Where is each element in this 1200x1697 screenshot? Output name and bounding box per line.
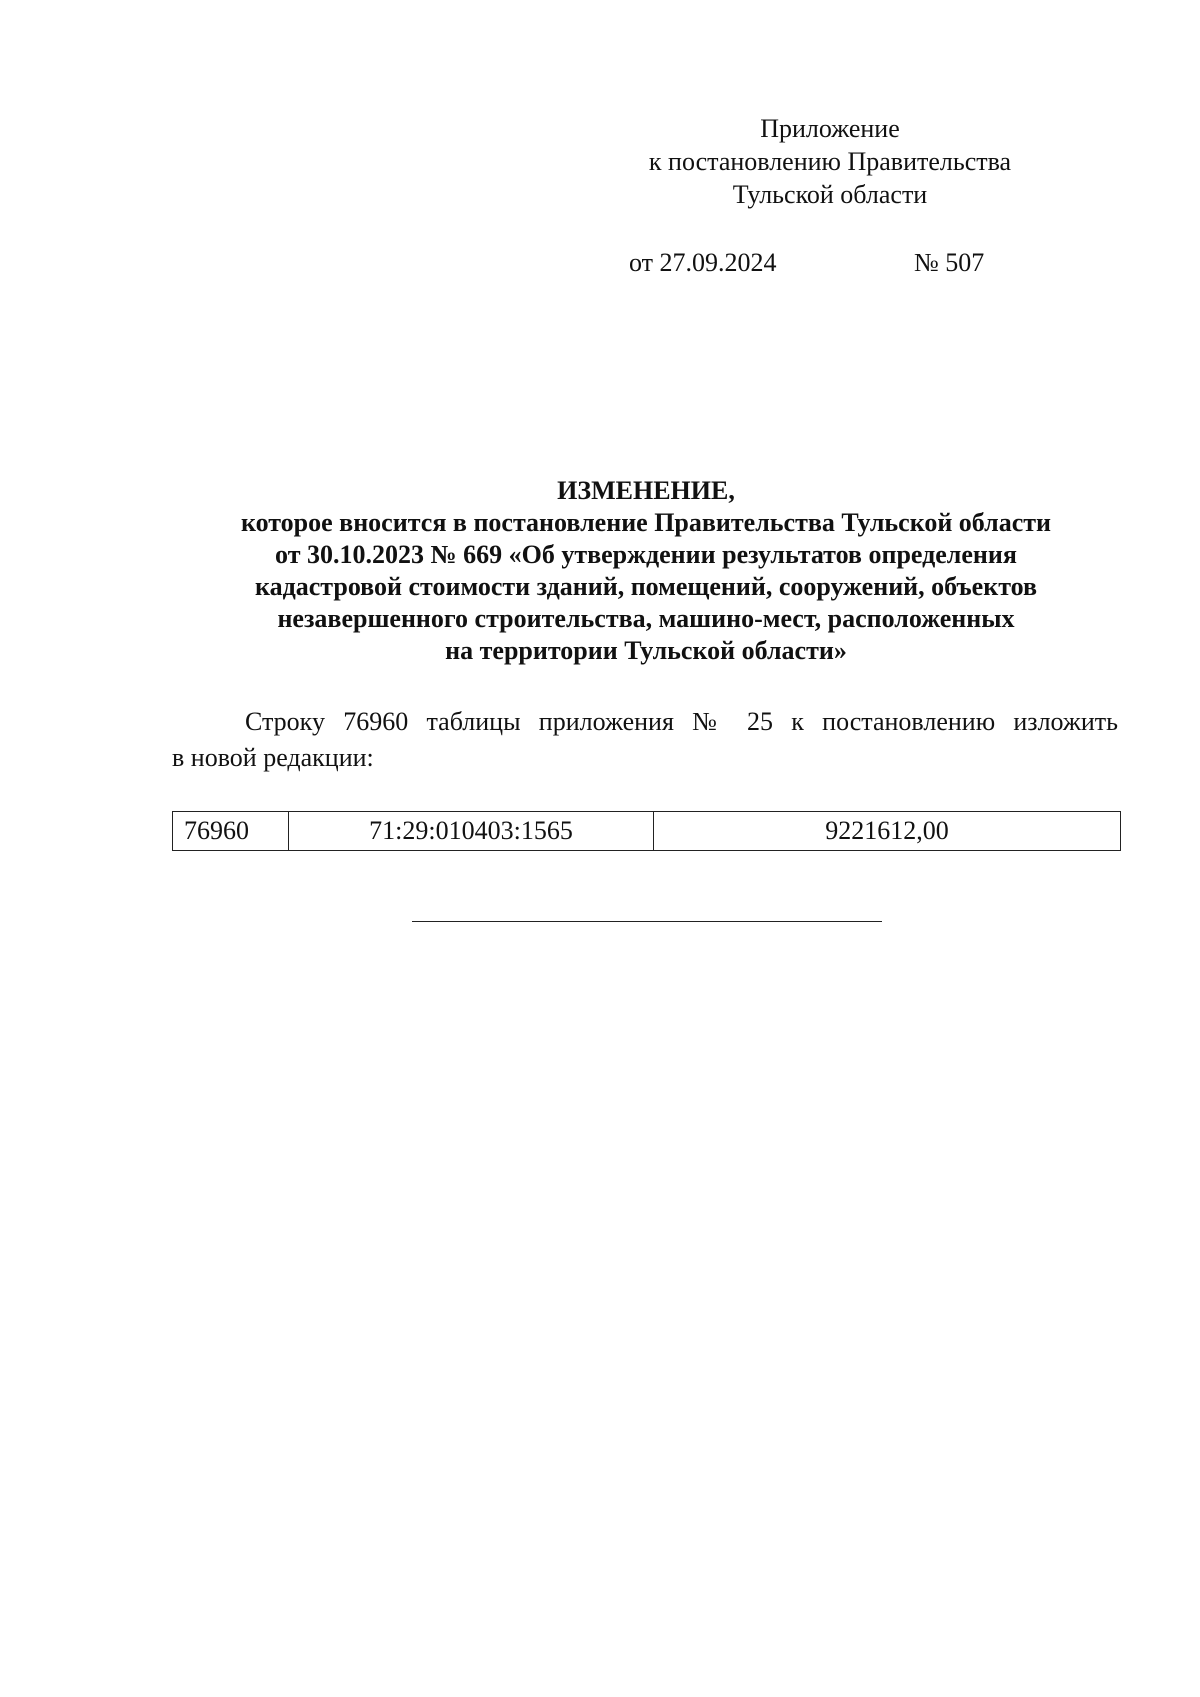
cadastral-value-cell: 9221612,00 <box>654 812 1121 851</box>
document-heading <box>160 475 1132 667</box>
heading-line: кадастровой стоимости зданий, помещений, сооружений, объектов <box>254 572 1038 601</box>
appendix-region: Тульской области <box>732 180 928 209</box>
heading-line: незавершенного строительства, машино-мест, расположенных <box>277 604 1015 633</box>
body-line: Строку 76960 таблицы приложения № 25 к постановлению изложить <box>245 707 1118 736</box>
body-line: в новой редакции: <box>172 743 374 772</box>
appendix-block <box>620 112 1040 211</box>
heading-line: которое вносится в постановление Правительства Тульской области <box>240 508 1052 537</box>
end-divider <box>412 921 882 922</box>
appendix-subtitle: к постановлению Правительства <box>648 147 1012 176</box>
body-paragraph <box>172 704 1118 776</box>
replacement-row-table <box>172 811 1121 851</box>
heading-line: от 30.10.2023 № 669 «Об утверждении результатов определения <box>275 540 1017 569</box>
resolution-number: № 507 <box>914 248 985 277</box>
appendix-title: Приложение <box>760 114 900 143</box>
table-row <box>173 812 1121 851</box>
heading-line: на территории Тульской области» <box>445 636 847 665</box>
resolution-date: от 27.09.2024 <box>629 248 777 277</box>
cadastral-number-cell: 71:29:010403:1565 <box>289 812 654 851</box>
row-number-cell: 76960 <box>173 812 289 851</box>
heading-title: ИЗМЕНЕНИЕ, <box>557 476 735 505</box>
